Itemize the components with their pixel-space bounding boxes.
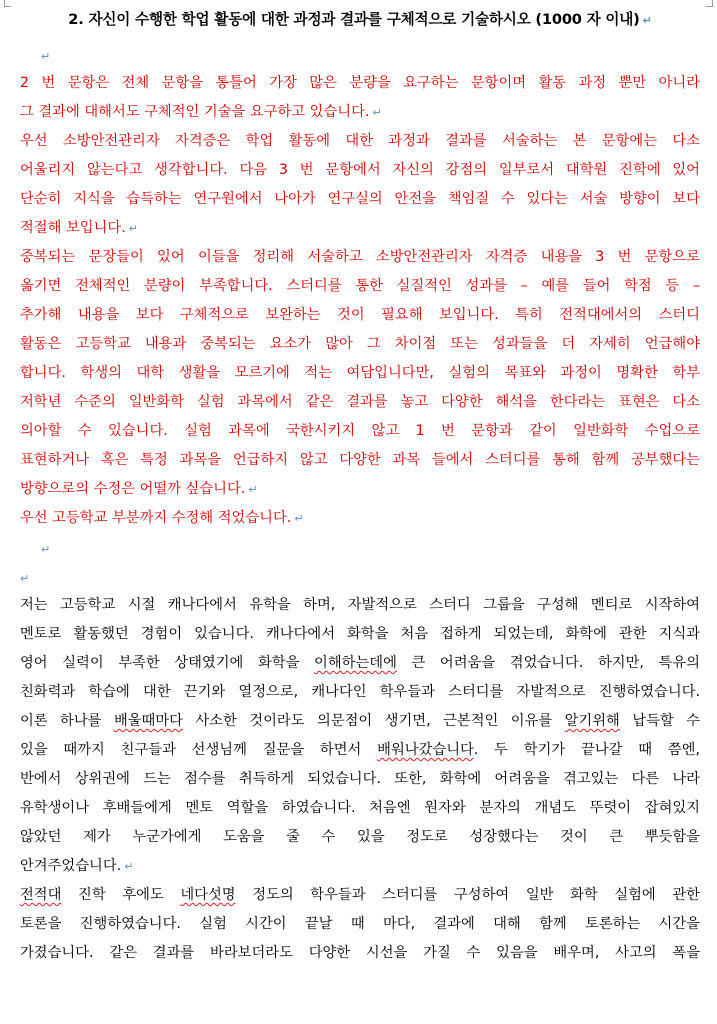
paragraph-mark-icon: ↵ [248, 483, 258, 496]
essay-line: 저는 고등학교 시절 캐나다에서 유학을 하며, 자발적으로 스터디 그룹을 구성해 멘티로 시작하여 [20, 597, 700, 613]
essay-line: 있을 때까지 친구들과 선생님께 질문을 하면서 배워나갔습니다. 두 학기가 끝나갈 때 쯤엔, [20, 742, 700, 758]
paragraph-mark-icon: ↵ [41, 543, 51, 556]
feedback-line: 의아할 수 있습니다. 실험 과목에 국한시키지 않고 1 번 문항과 같이 일반화학 수업으로 [20, 423, 700, 439]
essay-line: 반에서 상위권에 드는 점수를 취득하게 되었습니다. 또한, 화학에 어려움을 겪고있는 다른 나라 [20, 771, 700, 787]
essay-line: 친화력과 학습에 대한 끈기와 열정으로, 캐나다인 학우들과 스터디를 자발적으로 진행하였습니다. [20, 684, 700, 700]
paragraph-mark-icon: ↵ [124, 860, 134, 873]
feedback-line: 활동은 고등학교 내용과 중복되는 요소가 많아 그 차이점 또는 성과들을 더 자세히 언급해야 [20, 336, 700, 352]
spelling-error-mark[interactable]: 네다섯명 [180, 887, 236, 903]
paragraph-mark-icon: ↵ [372, 106, 382, 119]
paragraph-mark-icon: ↵ [294, 512, 304, 525]
page-corner-mark-right [706, 0, 713, 7]
paragraph-mark-icon: ↵ [642, 14, 652, 27]
essay-line: 멘토로 활동했던 경험이 있습니다. 캐나다에서 화학을 처음 접하게 되었는데, 화학에 관한 지식과 [20, 626, 700, 642]
essay-line: 가졌습니다. 같은 결과를 바라보더라도 다양한 시선을 가질 수 있음을 배우며, 사고의 폭을 [20, 945, 700, 961]
feedback-line: 합니다. 학생의 대학 생활을 모르기에 적는 여담입니다만, 실험의 목표와 과정이 명확한 학부 [20, 365, 700, 381]
document-page [20, 0, 700, 968]
feedback-line: 어울리지 않는다고 생각합니다. 다음 3 번 문항에서 자신의 강점의 일부로서 대학원 진학에 있어 [20, 162, 700, 178]
essay-line: 유학생이나 후배들에게 멘토 역할을 하였습니다. 처음엔 원자와 분자의 개념도 뚜렷이 잡혀있지 [20, 800, 700, 816]
essay-line: 전적대 진학 후에도 네다섯명 정도의 학우들과 스터디를 구성하여 일반 화학 실험에 관한 [20, 887, 700, 903]
empty-paragraph [20, 40, 700, 69]
essay-line: 영어 실력이 부족한 상태였기에 화학을 이해하는데에 큰 어려움을 겪었습니다. 하지만, 특유의 [20, 655, 700, 671]
spelling-error-mark[interactable]: 전적대 [20, 887, 62, 903]
feedback-line: 추가해 내용을 보다 구체적으로 보완하는 것이 필요해 보입니다. 특히 전적대에서의 스터디 [20, 307, 700, 323]
feedback-line: 2 번 문항은 전체 문항을 통틀어 가장 많은 분량을 요구하는 문항이며 활동 과정 뿐만 아니라 [20, 75, 700, 91]
page-corner-mark-left [4, 0, 11, 7]
essay-line: 토론을 진행하였습니다. 실험 시간이 끝날 때 마다, 결과에 대해 함께 토론하는 시간을 [20, 916, 700, 932]
paragraph-mark-icon: ↵ [128, 222, 138, 235]
feedback-line: 방향으로의 수정은 어떨까 싶습니다. ↵ [20, 481, 258, 497]
paragraph-mark-icon: ↵ [20, 572, 30, 585]
spelling-error-mark[interactable]: 알기위해 [564, 713, 620, 729]
essay-line: 안겨주었습니다. ↵ [20, 858, 134, 874]
question-heading: 2. 자신이 수행한 학업 활동에 대한 과정과 결과를 구체적으로 기술하시오 (1000 자 이내) ↵ [68, 11, 652, 28]
feedback-line: 우선 소방안전관리자 자격증은 학업 활동에 대한 과정과 결과를 서술하는 본 문항에는 다소 [20, 133, 700, 149]
paragraph-mark-icon: ↵ [41, 50, 51, 63]
empty-paragraph [20, 533, 700, 562]
spelling-error-mark[interactable]: 이해하는데에 [314, 655, 397, 671]
feedback-line: 그 결과에 대해서도 구체적인 기술을 요구하고 있습니다. ↵ [20, 104, 382, 120]
feedback-line: 적절해 보입니다. ↵ [20, 220, 138, 236]
feedback-line: 단순히 지식을 습득하는 연구원에서 나아가 연구실의 안전을 책임질 수 있다는 서술 방향이 보다 [20, 191, 700, 207]
feedback-line: 저학년 수준의 일반화학 실험 과목에서 같은 결과를 놓고 다양한 해석을 한다라는 표현은 다소 [20, 394, 700, 410]
feedback-line: 표현하거나 혹은 특정 과목을 언급하지 않고 다양한 과목 들에서 스터디를 통해 함께 공부했다는 [20, 452, 700, 468]
empty-paragraph [20, 562, 700, 591]
essay-line: 이론 하나를 배울때마다 사소한 것이라도 의문점이 생기면, 근본적인 이유를 알기위해 납득할 수 [20, 713, 700, 729]
essay-line: 않았던 제가 누군가에게 도움을 줄 수 있을 정도로 성장했다는 것이 큰 뿌듯함을 [20, 829, 700, 845]
spelling-error-mark[interactable]: 배울때마다 [113, 713, 183, 729]
feedback-line: 우선 고등학교 부분까지 수정해 적었습니다. ↵ [20, 510, 304, 526]
spelling-error-mark[interactable]: 배워나갔습니다 [377, 742, 474, 758]
feedback-line: 옮기면 전체적인 분량이 부족합니다. 스터디를 통한 실질적인 성과를 – 예를 들어 학점 등 – [20, 278, 700, 294]
feedback-line: 중복되는 문장들이 있어 이들을 정리해 서술하고 소방안전관리자 자격증 내용을 3 번 문항으로 [20, 249, 700, 265]
